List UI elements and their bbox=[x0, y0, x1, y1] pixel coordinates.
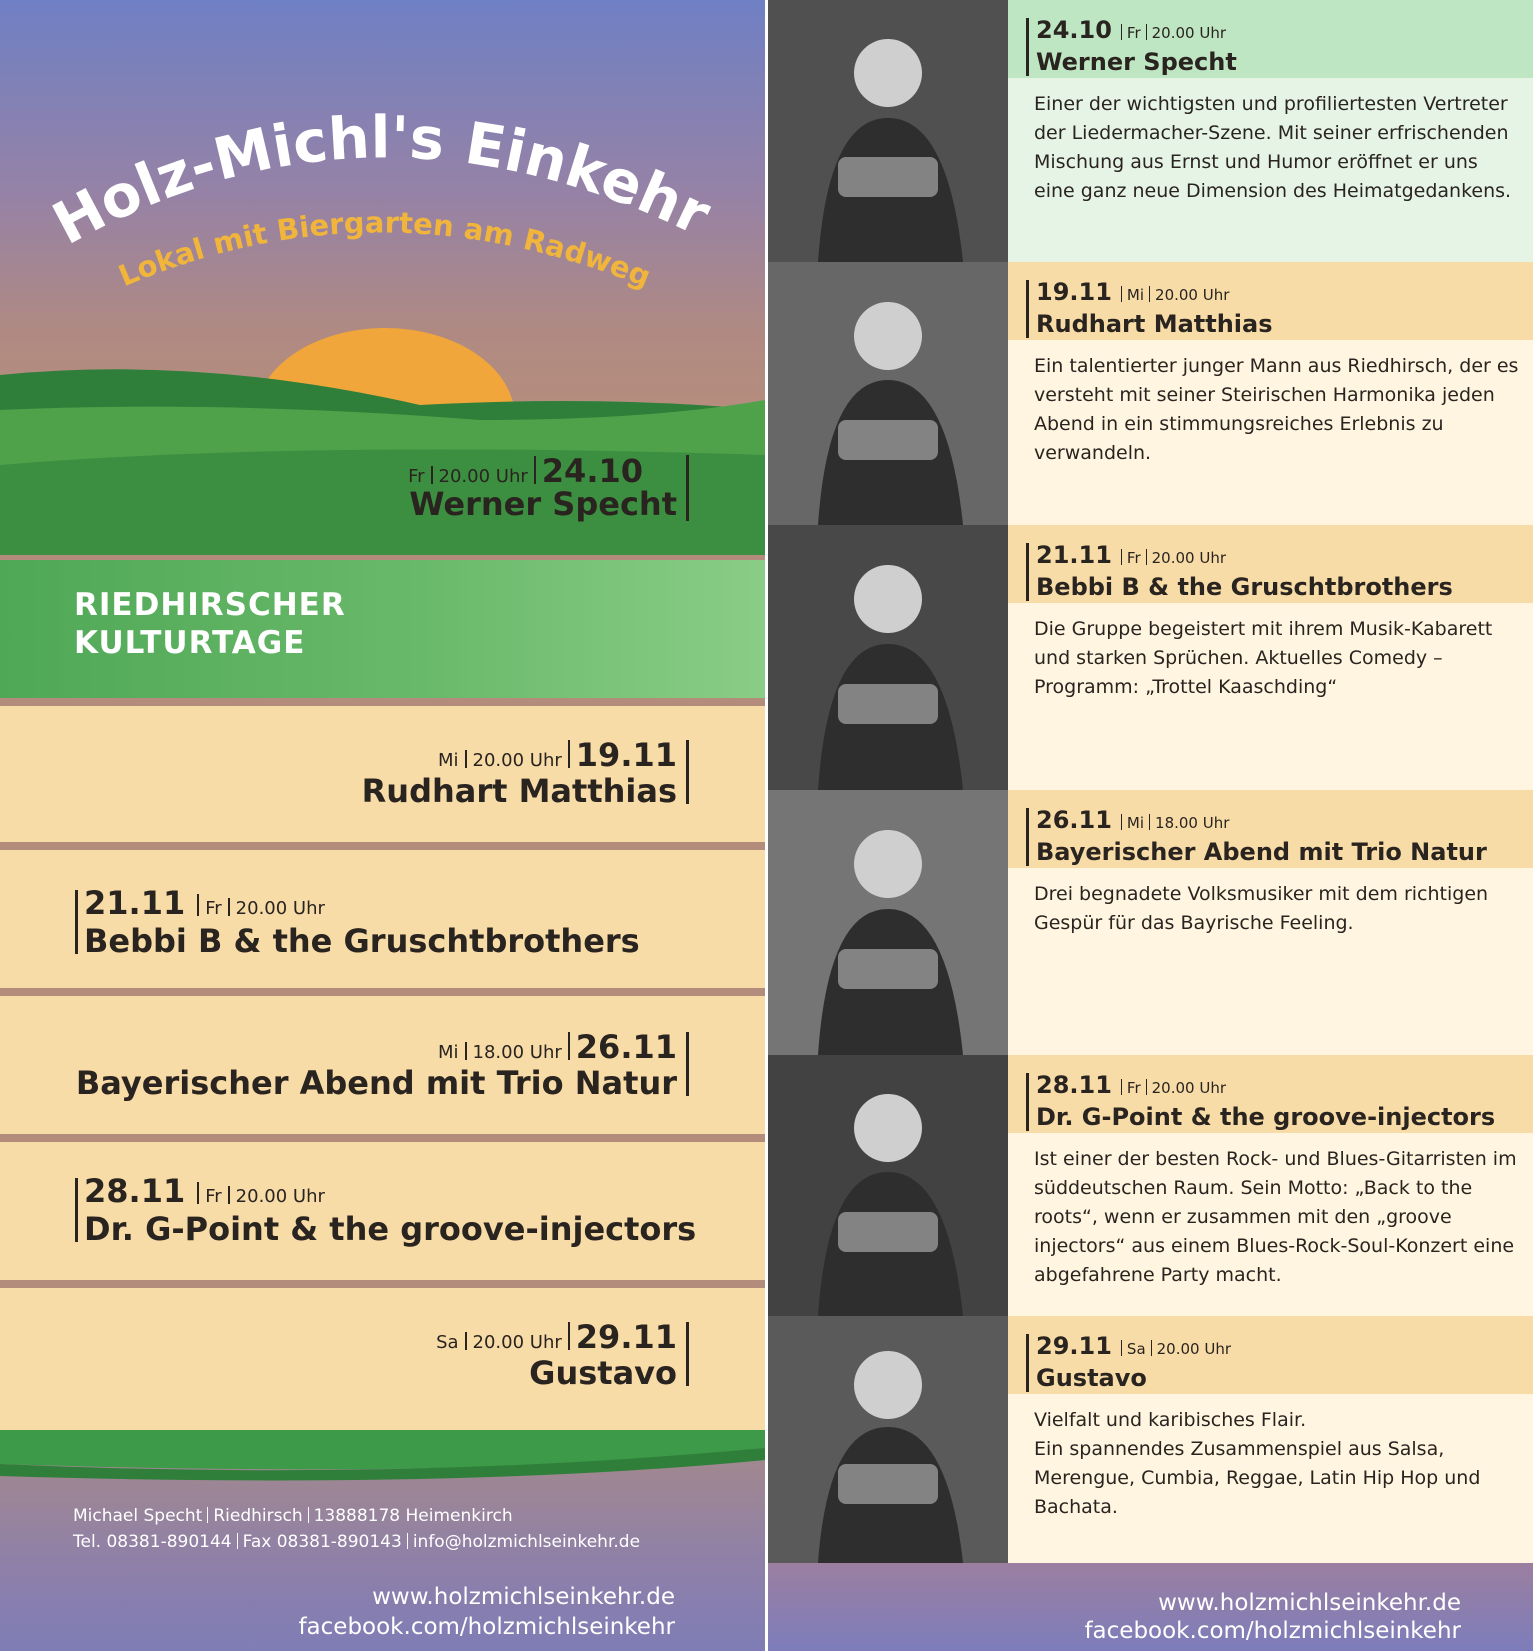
event-name: Dr. G-Point & the groove-injectors bbox=[1036, 1103, 1496, 1131]
event-divider bbox=[686, 1032, 689, 1096]
event-divider bbox=[686, 1322, 689, 1386]
band-photo bbox=[768, 525, 1008, 790]
event-detail-row bbox=[768, 262, 1533, 525]
hero-landscape bbox=[0, 0, 765, 555]
event-day: Sa bbox=[436, 1332, 459, 1353]
event-name: Gustavo bbox=[1036, 1364, 1147, 1392]
event-date: 26.11 bbox=[1036, 806, 1112, 834]
contact-tel: Tel. 08381-890144 bbox=[73, 1532, 232, 1552]
event-header bbox=[1008, 790, 1533, 868]
event-description-box bbox=[1008, 603, 1533, 790]
event-detail-row bbox=[768, 1316, 1533, 1563]
event-name: Werner Specht bbox=[1036, 48, 1237, 76]
contact-name: Michael Specht bbox=[73, 1506, 203, 1526]
event-name: Rudhart Matthias bbox=[1036, 310, 1273, 338]
event-header bbox=[1008, 262, 1533, 340]
event-divider bbox=[686, 740, 689, 804]
series-label-line-2: KULTURTAGE bbox=[74, 625, 306, 661]
venue-title: Holz-Michl's Einkehr bbox=[41, 103, 721, 258]
event-divider bbox=[686, 455, 689, 521]
event-name: Bayerischer Abend mit Trio Natur bbox=[1036, 838, 1487, 866]
event-time: 20.00 Uhr bbox=[1151, 1079, 1227, 1097]
event-meta-6 bbox=[436, 1318, 677, 1356]
event-meta-2 bbox=[438, 736, 677, 774]
event-detail-row bbox=[768, 525, 1533, 790]
event-detail-row bbox=[768, 1055, 1533, 1316]
event-day: Mi bbox=[1126, 814, 1145, 832]
event-description-box bbox=[1008, 1394, 1533, 1563]
event-name-5: Dr. G-Point & the groove-injectors bbox=[84, 1210, 697, 1248]
event-name-1: Werner Specht bbox=[409, 485, 677, 523]
event-description-box bbox=[1008, 1133, 1533, 1316]
event-header bbox=[1008, 1055, 1533, 1133]
event-time: 20.00 Uhr bbox=[235, 1186, 325, 1207]
event-name-2: Rudhart Matthias bbox=[361, 772, 677, 810]
event-day: Fr bbox=[205, 1186, 222, 1207]
event-meta-4 bbox=[438, 1028, 677, 1066]
event-detail-row bbox=[768, 0, 1533, 262]
event-day: Fr bbox=[1126, 549, 1141, 567]
event-day: Mi bbox=[438, 750, 459, 771]
event-name: Bebbi B & the Gruschtbrothers bbox=[1036, 573, 1453, 601]
event-description: Einer der wichtigsten und profiliertesten Vertreter der Liedermacher-Szene. Mit seiner erfrischenden Mischung aus Ernst und Humor eröffnet er uns eine ganz neue Dimension des Heimatgedankens. bbox=[1034, 93, 1512, 202]
event-meta bbox=[1036, 1332, 1231, 1360]
contact-address: 13888178 Heimenkirch bbox=[313, 1506, 513, 1526]
contact-line-2 bbox=[73, 1532, 640, 1552]
event-meta-3 bbox=[84, 884, 325, 922]
event-day: Mi bbox=[1126, 286, 1145, 304]
event-day: Sa bbox=[1126, 1340, 1146, 1358]
event-time: 20.00 Uhr bbox=[1151, 549, 1227, 567]
event-meta-5 bbox=[84, 1172, 325, 1210]
series-label bbox=[74, 586, 346, 662]
event-detail-row bbox=[768, 790, 1533, 1055]
event-name-4: Bayerischer Abend mit Trio Natur bbox=[75, 1064, 677, 1102]
series-label-line-1: RIEDHIRSCHER bbox=[74, 587, 346, 623]
event-time: 20.00 Uhr bbox=[438, 466, 528, 487]
event-description: Ist einer der besten Rock- und Blues-Gitarristen im süddeutschen Raum. Sein Motto: „Back to the roots“, wenn er zusammen mit den „groove injectors“ aus einem Blues-Rock-Soul-Konzert eine abgefahrene Party macht. bbox=[1034, 1148, 1517, 1286]
facebook-link[interactable]: facebook.com/holzmichlseinkehr bbox=[1084, 1618, 1461, 1644]
event-description-box bbox=[1008, 78, 1533, 262]
event-header bbox=[1008, 1316, 1533, 1394]
event-date: 19.11 bbox=[575, 736, 677, 774]
event-meta bbox=[1036, 1071, 1226, 1099]
event-date: 26.11 bbox=[575, 1028, 677, 1066]
event-date: 21.11 bbox=[84, 884, 186, 922]
event-date: 29.11 bbox=[1036, 1332, 1112, 1360]
contact-email[interactable]: info@holzmichlseinkehr.de bbox=[412, 1532, 641, 1552]
guitarist-photo bbox=[768, 1055, 1008, 1316]
event-divider bbox=[75, 890, 78, 954]
facebook-link[interactable]: facebook.com/holzmichlseinkehr bbox=[298, 1614, 675, 1640]
event-date: 24.10 bbox=[1036, 16, 1112, 44]
event-day: Fr bbox=[1126, 1079, 1141, 1097]
accordion-player-photo bbox=[768, 262, 1008, 525]
venue-subtitle: Lokal mit Biergarten am Radweg bbox=[113, 205, 656, 294]
trio-photo bbox=[768, 790, 1008, 1055]
event-description: Drei begnadete Volksmusiker mit dem richtigen Gespür für das Bayrische Feeling. bbox=[1034, 883, 1489, 934]
event-description: Vielfalt und karibisches Flair. Ein spannendes Zusammenspiel aus Salsa, Merengue, Cumbia, Reggae, Latin Hip Hop und Bachata. bbox=[1034, 1409, 1481, 1518]
landscape-illustration bbox=[0, 0, 765, 555]
event-time: 20.00 Uhr bbox=[472, 1332, 562, 1353]
event-meta bbox=[1036, 806, 1229, 834]
event-date: 28.11 bbox=[1036, 1071, 1112, 1099]
website-link[interactable]: www.holzmichlseinkehr.de bbox=[372, 1584, 675, 1610]
event-time: 18.00 Uhr bbox=[472, 1042, 562, 1063]
event-date: 21.11 bbox=[1036, 541, 1112, 569]
flyer-inside-panel bbox=[768, 0, 1533, 1651]
event-date: 24.10 bbox=[541, 452, 643, 490]
contact-place: Riedhirsch bbox=[213, 1506, 303, 1526]
event-name-3: Bebbi B & the Gruschtbrothers bbox=[84, 922, 640, 960]
website-link[interactable]: www.holzmichlseinkehr.de bbox=[1158, 1590, 1461, 1616]
event-day: Fr bbox=[1126, 24, 1141, 42]
event-time: 20.00 Uhr bbox=[472, 750, 562, 771]
footer-hill-icon bbox=[0, 1430, 765, 1490]
event-description: Ein talentierter junger Mann aus Riedhirsch, der es versteht mit seiner Steirischen Harmonika jeden Abend in ein stimmungsreiches Erlebnis zu verwandeln. bbox=[1034, 355, 1519, 464]
event-description-box bbox=[1008, 340, 1533, 525]
event-divider bbox=[75, 1178, 78, 1242]
event-meta bbox=[1036, 278, 1229, 306]
event-day: Fr bbox=[205, 898, 222, 919]
event-time: 20.00 Uhr bbox=[1156, 1340, 1232, 1358]
contact-fax: Fax 08381-890143 bbox=[242, 1532, 402, 1552]
event-meta bbox=[1036, 541, 1226, 569]
event-time: 20.00 Uhr bbox=[1151, 24, 1227, 42]
event-date: 19.11 bbox=[1036, 278, 1112, 306]
event-time: 20.00 Uhr bbox=[1155, 286, 1230, 304]
guitarist-photo bbox=[768, 0, 1008, 262]
duo-singers-photo bbox=[768, 1316, 1008, 1563]
event-day: Fr bbox=[408, 466, 425, 487]
event-description: Die Gruppe begeistert mit ihrem Musik-Kabarett und starken Sprüchen. Aktuelles Comedy – Programm: „Trottel Kaaschding“ bbox=[1034, 618, 1493, 698]
event-day: Mi bbox=[438, 1042, 459, 1063]
event-date: 28.11 bbox=[84, 1172, 186, 1210]
event-header bbox=[1008, 525, 1533, 603]
event-date: 29.11 bbox=[575, 1318, 677, 1356]
contact-line-1 bbox=[73, 1506, 513, 1526]
event-meta bbox=[1036, 16, 1226, 44]
event-header bbox=[1008, 0, 1533, 78]
event-time: 18.00 Uhr bbox=[1155, 814, 1230, 832]
flyer-front-panel bbox=[0, 0, 765, 1651]
event-time: 20.00 Uhr bbox=[235, 898, 325, 919]
event-description-box bbox=[1008, 868, 1533, 1055]
event-name-6: Gustavo bbox=[529, 1354, 677, 1392]
